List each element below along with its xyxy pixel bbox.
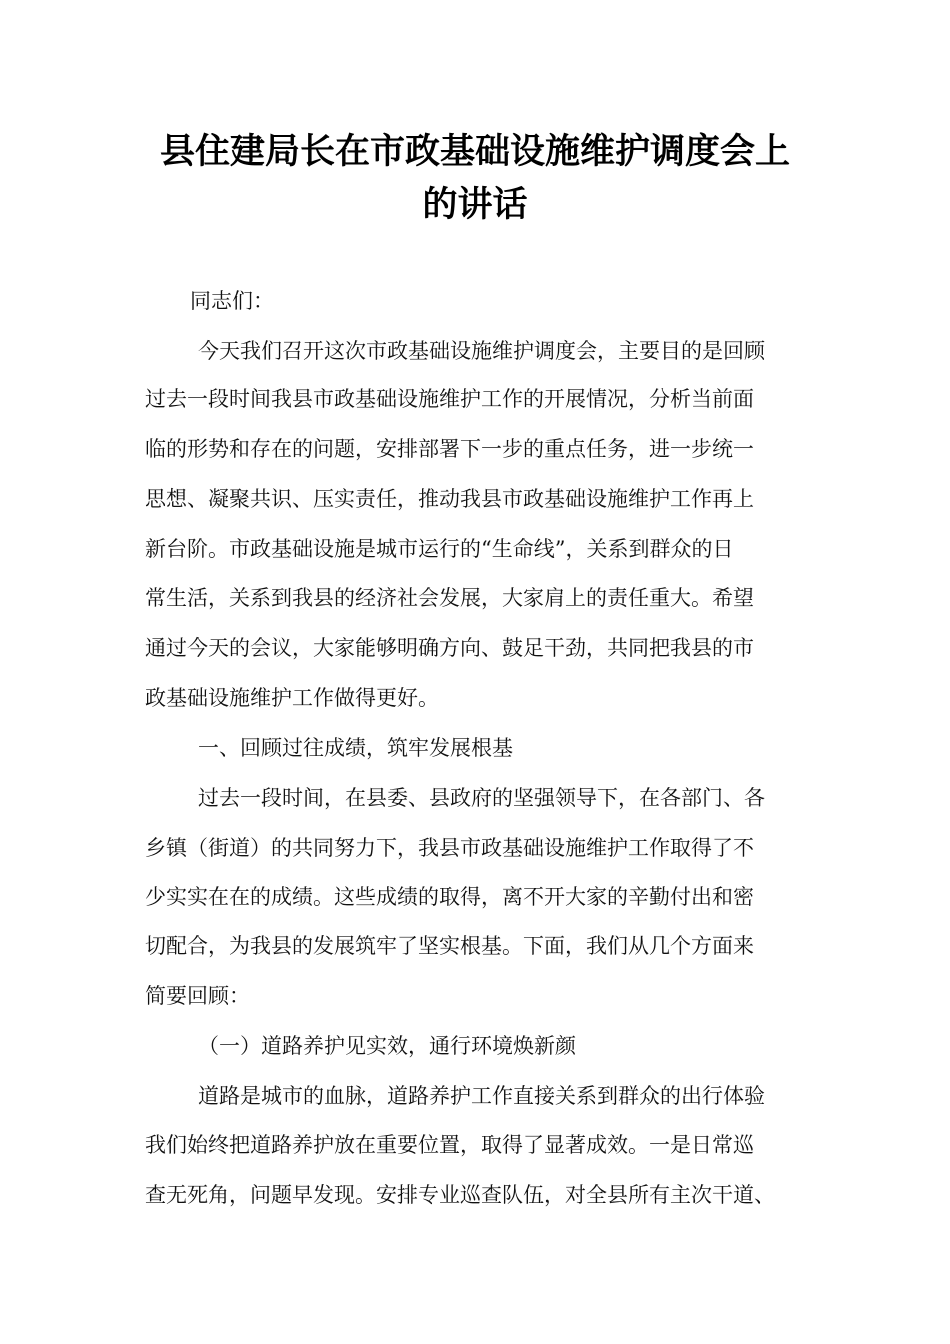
intro-line: 政基础设施维护工作做得更好。 — [145, 686, 439, 710]
section-heading: 一、回顾过往成绩，筑牢发展根基 — [198, 736, 513, 760]
intro-line: 新台阶。市政基础设施是城市运行的“生命线”，关系到群众的日 — [145, 537, 734, 561]
document-title-line-1: 县住建局长在市政基础设施维护调度会上 — [159, 132, 790, 172]
document-title-line-2: 的讲话 — [422, 185, 528, 225]
intro-line: 常生活，关系到我县的经济社会发展，大家肩上的责任重大。希望 — [145, 586, 754, 610]
subsection-heading: （一）道路养护见实效，通行环境焕新颜 — [198, 1034, 576, 1058]
intro-line: 过去一段时间我县市政基础设施维护工作的开展情况，分析当前面 — [145, 387, 754, 411]
subsection-line: 我们始终把道路养护放在重要位置，取得了显著成效。一是日常巡 — [145, 1133, 754, 1157]
section-line: 少实实在在的成绩。这些成绩的取得，离不开大家的辛勤付出和密 — [145, 885, 754, 909]
salutation: 同志们： — [190, 289, 274, 313]
intro-line: 临的形势和存在的问题，安排部署下一步的重点任务，进一步统一 — [145, 437, 754, 461]
section-line: 过去一段时间，在县委、县政府的坚强领导下，在各部门、各 — [198, 786, 765, 810]
section-line: 简要回顾： — [145, 984, 250, 1008]
intro-line: 通过今天的会议，大家能够明确方向、鼓足干劲，共同把我县的市 — [145, 636, 754, 660]
subsection-line: 道路是城市的血脉，道路养护工作直接关系到群众的出行体验 — [198, 1084, 765, 1108]
section-line: 切配合，为我县的发展筑牢了坚实根基。下面，我们从几个方面来 — [145, 934, 754, 958]
section-line: 乡镇（街道）的共同努力下，我县市政基础设施维护工作取得了不 — [145, 836, 754, 860]
intro-line: 思想、凝聚共识、压实责任，推动我县市政基础设施维护工作再上 — [145, 487, 754, 511]
subsection-line: 查无死角，问题早发现。安排专业巡查队伍，对全县所有主次干道、 — [145, 1183, 775, 1207]
intro-line: 今天我们召开这次市政基础设施维护调度会，主要目的是回顾 — [198, 339, 765, 363]
